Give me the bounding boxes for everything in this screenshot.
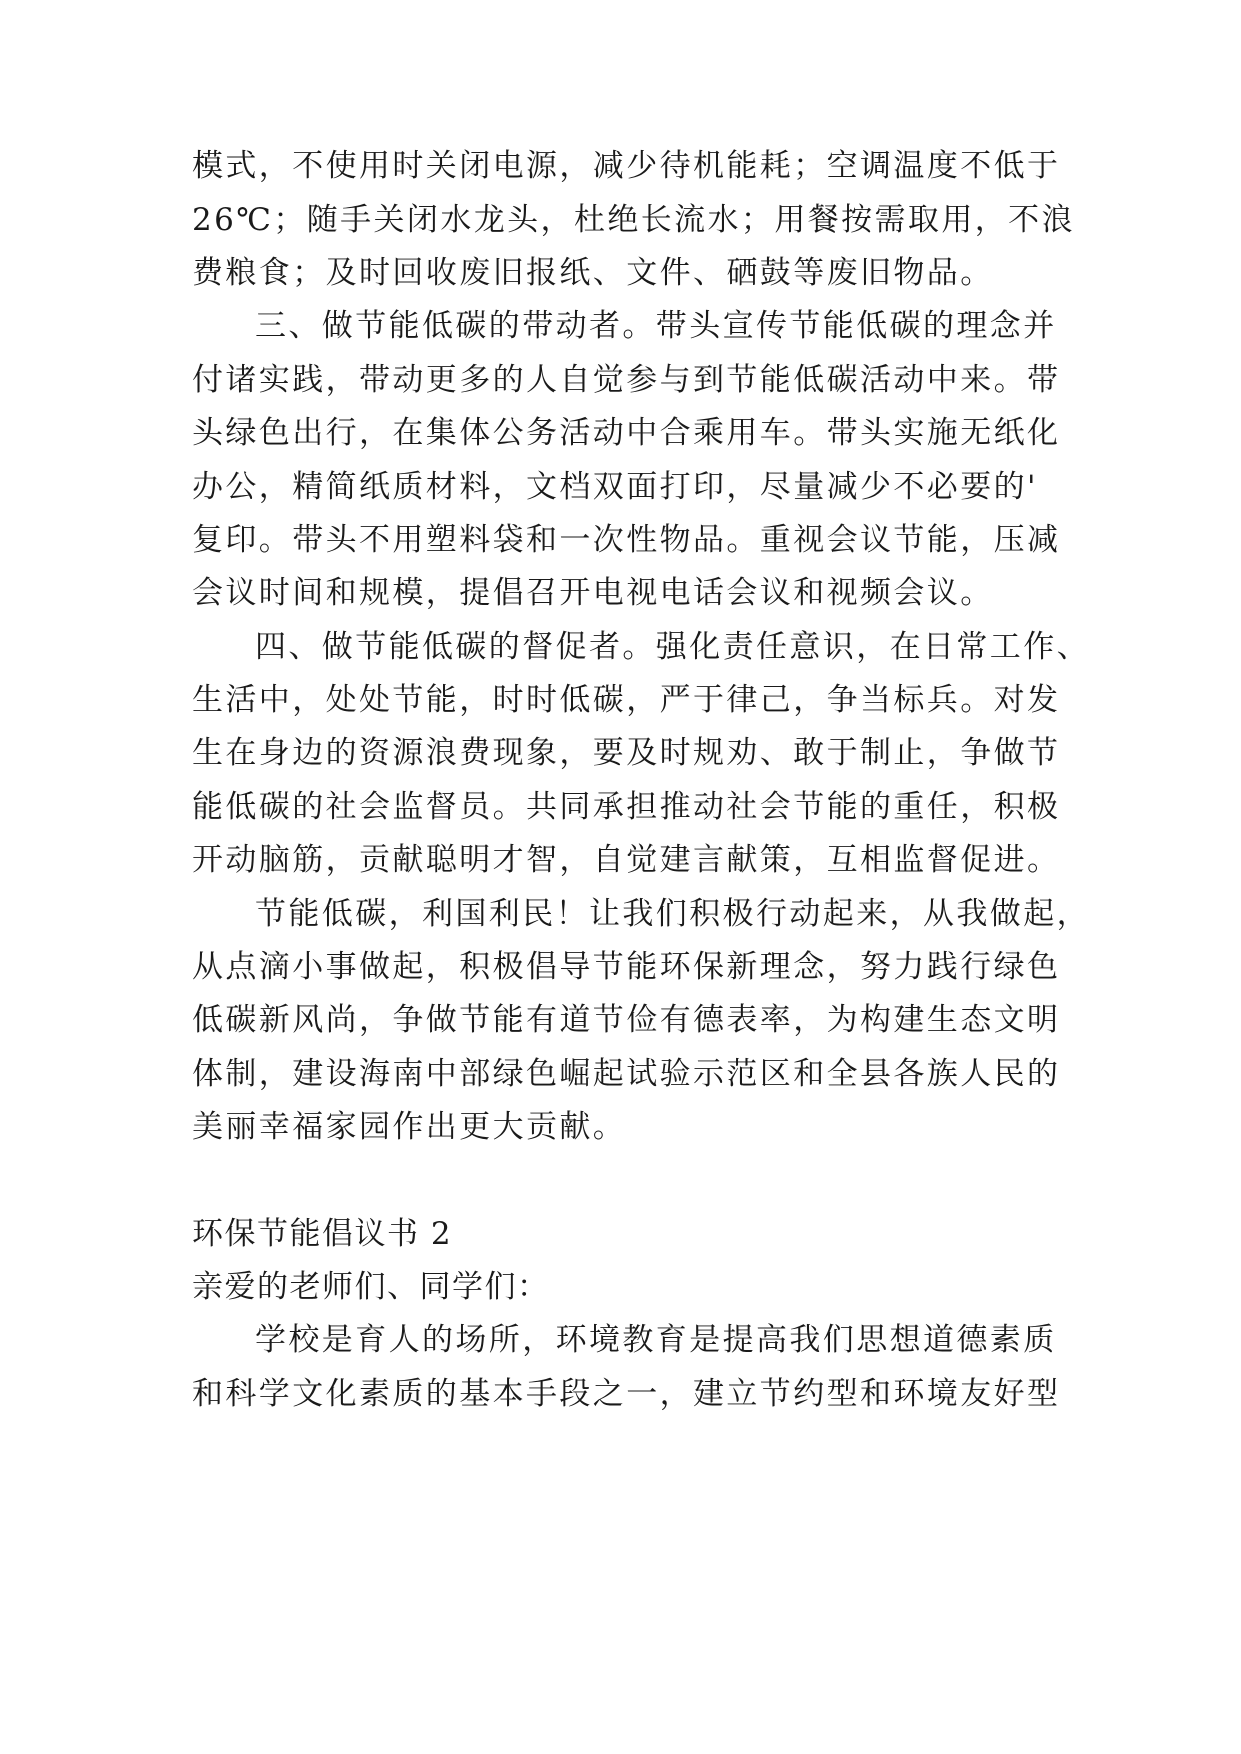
body-text-line: 能低碳的社会监督员。共同承担推动社会节能的重任，积极 <box>192 789 1061 825</box>
body-text-line: 美丽幸福家园作出更大贡献。 <box>192 1109 627 1145</box>
body-text-line: 体制，建设海南中部绿色崛起试验示范区和全县各族人民的 <box>192 1056 1061 1092</box>
body-text-line: 会议时间和规模，提倡召开电视电话会议和视频会议。 <box>192 575 994 611</box>
body-text-line: 生活中，处处节能，时时低碳，严于律己，争当标兵。对发 <box>192 682 1061 718</box>
paragraph-start-line: 三、做节能低碳的带动者。带头宣传节能低碳的理念并 <box>255 308 1057 344</box>
body-text-line: 模式，不使用时关闭电源，减少待机能耗；空调温度不低于 <box>192 148 1061 184</box>
section-heading: 环保节能倡议书 2 <box>192 1216 453 1252</box>
body-text-line: 生在身边的资源浪费现象，要及时规劝、敢于制止，争做节 <box>192 735 1061 771</box>
body-text-line: 头绿色出行，在集体公务活动中合乘用车。带头实施无纸化 <box>192 415 1061 451</box>
body-text-line: 办公，精简纸质材料，文档双面打印，尽量减少不必要的' <box>192 469 1038 505</box>
salutation-line: 亲爱的老师们、同学们： <box>192 1269 550 1305</box>
body-text-line: 复印。带头不用塑料袋和一次性物品。重视会议节能，压减 <box>192 522 1061 558</box>
paragraph-start-line: 学校是育人的场所，环境教育是提高我们思想道德素质 <box>255 1322 1057 1358</box>
body-text-line: 26℃；随手关闭水龙头，杜绝长流水；用餐按需取用，不浪 <box>192 202 1075 238</box>
body-text-line: 开动脑筋，贡献聪明才智，自觉建言献策，互相监督促进。 <box>192 842 1061 878</box>
paragraph-start-line: 四、做节能低碳的督促者。强化责任意识，在日常工作、 <box>255 629 1090 665</box>
body-text-line: 付诸实践，带动更多的人自觉参与到节能低碳活动中来。带 <box>192 362 1061 398</box>
body-text-line: 低碳新风尚，争做节能有道节俭有德表率，为构建生态文明 <box>192 1002 1061 1038</box>
body-text-line: 费粮食；及时回收废旧报纸、文件、硒鼓等废旧物品。 <box>192 255 994 291</box>
body-text-line: 从点滴小事做起，积极倡导节能环保新理念，努力践行绿色 <box>192 949 1061 985</box>
paragraph-start-line: 节能低碳，利国利民！让我们积极行动起来，从我做起， <box>255 896 1090 932</box>
body-text-line: 和科学文化素质的基本手段之一，建立节约型和环境友好型 <box>192 1376 1061 1412</box>
